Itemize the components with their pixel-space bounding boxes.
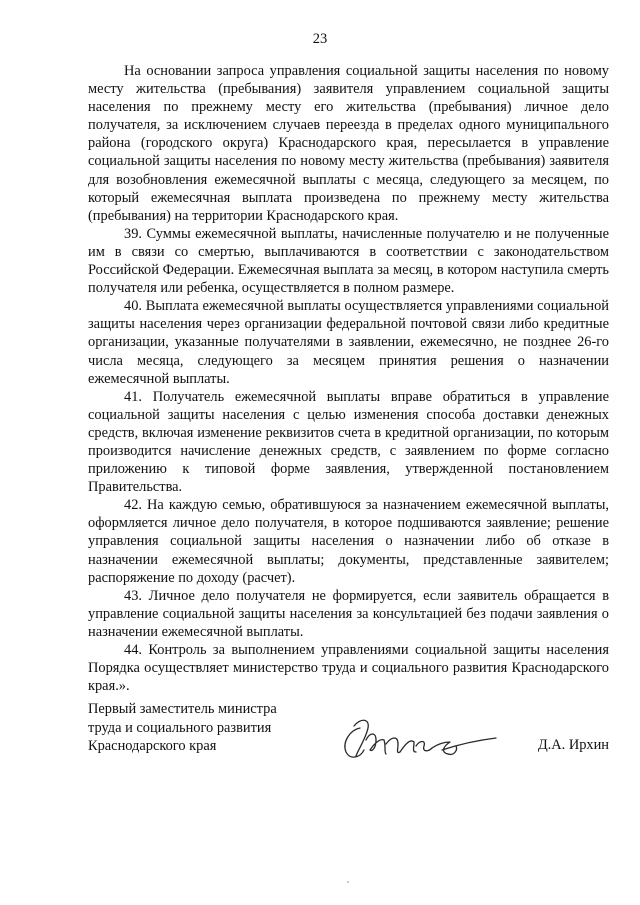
document-body	[88, 62, 609, 695]
paragraph-43: 43. Личное дело получателя не формируется, если заявитель обращается в управление социальной защиты населения за консультацией без подачи заявления о назначении ежемесячной выплаты.	[88, 587, 609, 640]
signer-title-line: труда и социального развития	[88, 719, 272, 736]
paragraph-transfer-case: На основании запроса управления социальной защиты населения по новому месту жительства (пребывания) заявителя управлением социальной защиты населения по прежнему месту его жительства (пребывания) личное дело получателя, за исключением случаев переезда в пределах одного муниципального района (городского округа) Краснодарского края, пересылается в управление социальной защиты населения по новому месту жительства (пребывания) заявителя для возобновления ежемесячной выплаты с месяца, следующего за месяцем, по который ежемесячная выплата произведена по прежнему месту жительства (пребывания) на территории Краснодарского края.	[88, 63, 609, 224]
paragraph-41: 41. Получатель ежемесячной выплаты вправе обратиться в управление социальной защиты населения с целью изменения способа доставки денежных средств, включая изменение реквизитов счета в кредитной организации, по которым производится начисление денежных средств, с заявлением по форме согласно приложению к типовой форме заявления, утвержденной постановлением Правительства.	[88, 388, 609, 496]
page-number: 23	[312, 31, 328, 47]
signer-title	[88, 700, 328, 756]
handwritten-signature	[330, 710, 500, 770]
signer-title-line: Краснодарского края	[88, 738, 217, 754]
paragraph-40: 40. Выплата ежемесячной выплаты осуществляется управлениями социальной защиты населения через организации федеральной почтовой связи либо кредитные организации, указанные получателями в заявлении, ежемесячно, не позднее 26-го числа месяца, следующего за месяцем принятия решения о назначении ежемесячной выплаты.	[88, 298, 609, 387]
paragraph-42: 42. На каждую семью, обратившуюся за назначением ежемесячной выплаты, оформляется личное дело получателя, в которое подшиваются заявление; решение управления социальной защиты населения о назначении либо об отказе в назначении ежемесячной выплаты; документы, представленные заявителем; распоряжение по доходу (расчет).	[88, 497, 609, 586]
paragraph-39: 39. Суммы ежемесячной выплаты, начисленные получателю и не полученные им в связи со смертью, выплачиваются в соответствии с законодательством Российской Федерации. Ежемесячная выплата за месяц, в котором наступила смерть получателя или ребенка, осуществляется в полном размере.	[88, 225, 609, 297]
signature-block	[88, 700, 609, 780]
scan-artifact-dot	[347, 881, 349, 883]
signer-name: Д.А. Ирхин	[537, 737, 609, 753]
signer-title-line: Первый заместитель министра	[88, 701, 277, 717]
paragraph-44: 44. Контроль за выполнением управлениями социальной защиты населения Порядка осуществляет министерство труда и социального развития Краснодарского края.».	[88, 642, 609, 695]
